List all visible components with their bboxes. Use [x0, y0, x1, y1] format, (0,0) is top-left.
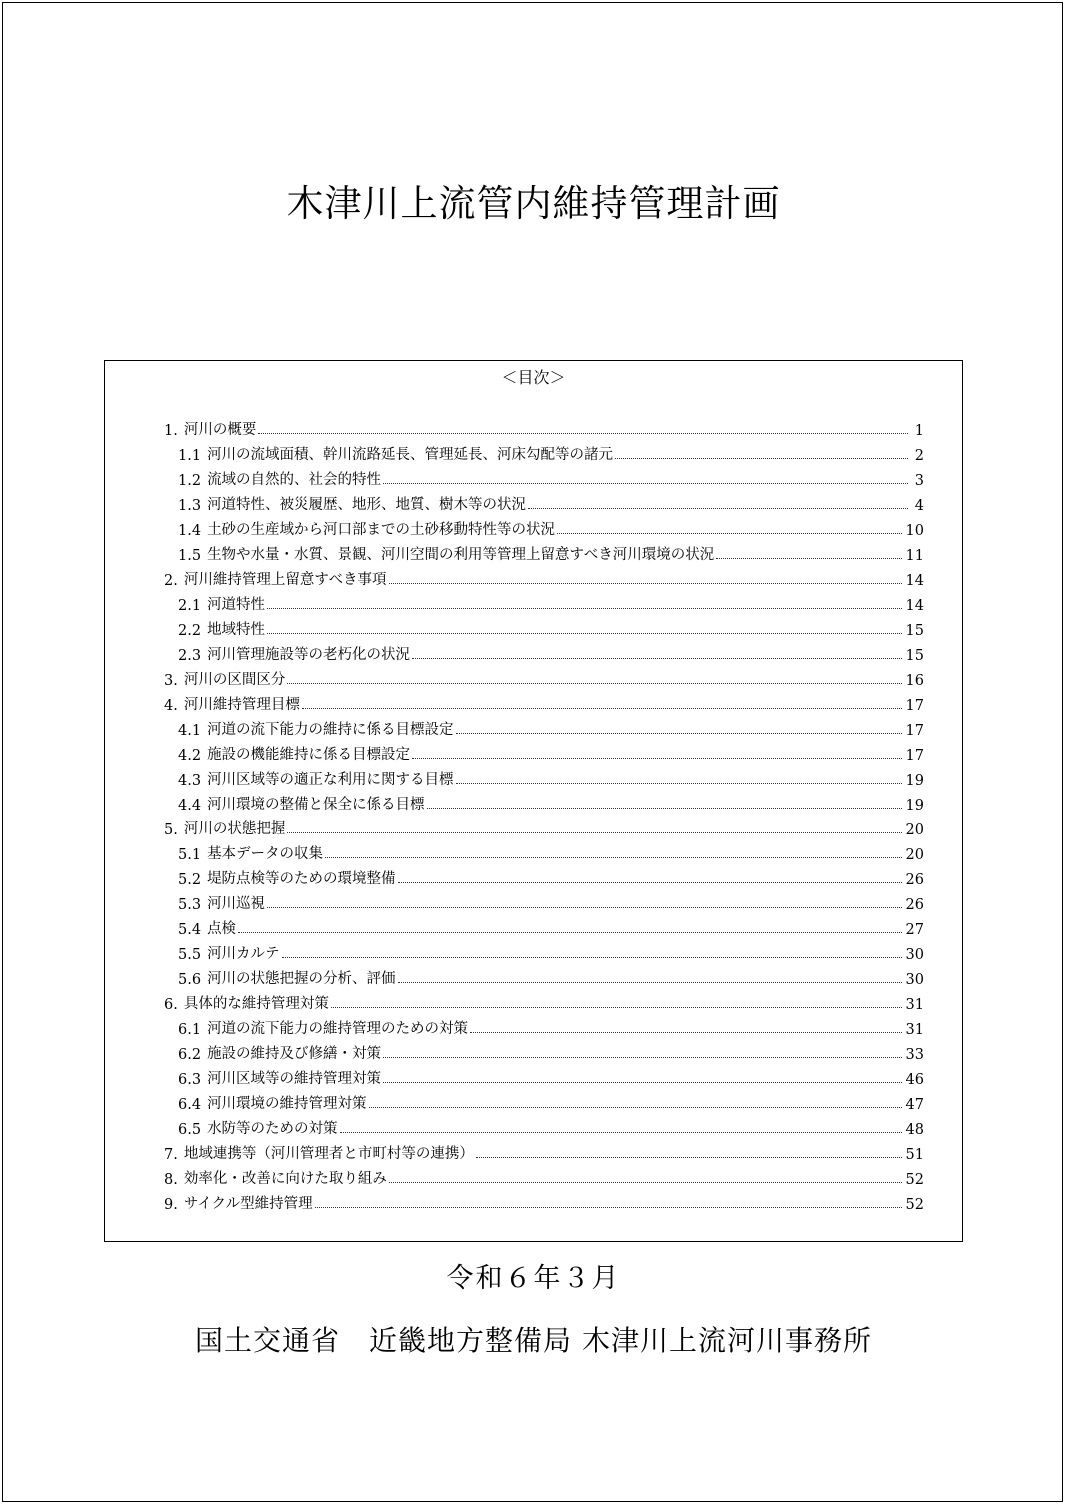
toc-entry-number: 1.5	[178, 547, 202, 564]
toc-entry-page: 1	[914, 422, 924, 439]
toc-entry-page: 30	[905, 947, 924, 964]
toc-entry-title: 河川の概要	[183, 421, 257, 438]
toc-entry-title: 河川の流域面積、幹川流路延長、管理延長、河床勾配等の諸元	[207, 446, 614, 463]
toc-entry-page: 4	[914, 497, 924, 514]
toc-entry-title: 効率化・改善に向けた取り組み	[183, 1171, 387, 1188]
toc-entry-number: 8.	[164, 1172, 178, 1189]
toc-entry-page: 19	[905, 772, 924, 789]
toc-entry[interactable]	[164, 963, 924, 988]
toc-entry-number: 6.5	[178, 1122, 202, 1139]
toc-entry[interactable]	[164, 414, 924, 439]
toc-leader-dots	[383, 1057, 901, 1058]
toc-entry-page: 52	[905, 1172, 924, 1189]
toc-leader-dots	[287, 832, 901, 833]
toc-entry[interactable]	[164, 464, 924, 489]
toc-entry-page: 11	[905, 547, 924, 564]
toc-entry[interactable]	[164, 789, 924, 814]
toc-leader-dots	[528, 508, 908, 509]
toc-entry[interactable]	[164, 739, 924, 764]
toc-entry-number: 2.1	[178, 597, 202, 614]
toc-entry-page: 17	[905, 697, 924, 714]
toc-entry[interactable]	[164, 1088, 924, 1113]
toc-leader-dots	[331, 1007, 902, 1008]
toc-entry-title: 具体的な維持管理対策	[183, 996, 329, 1013]
toc-leader-dots	[383, 483, 908, 484]
toc-leader-dots	[267, 608, 901, 609]
toc-entry-page: 31	[905, 997, 924, 1014]
toc-entry[interactable]	[164, 664, 924, 689]
toc-entry-page: 14	[905, 597, 924, 614]
toc-leader-dots	[258, 433, 908, 434]
toc-entry-page: 20	[905, 822, 924, 839]
toc-entry[interactable]	[164, 564, 924, 589]
toc-entry-title: 河川の状態把握	[183, 821, 286, 838]
toc-entry-page: 14	[905, 572, 924, 589]
toc-leader-dots	[716, 558, 901, 559]
toc-entry-page: 48	[905, 1122, 924, 1139]
toc-entry-number: 3.	[164, 672, 178, 689]
toc-entry-title: 河川カルテ	[207, 946, 280, 963]
toc-leader-dots	[340, 1132, 902, 1133]
toc-list	[164, 414, 924, 1213]
toc-entry-number: 4.2	[178, 747, 202, 764]
toc-entry-number: 5.	[164, 822, 178, 839]
toc-entry-title: 河川維持管理上留意すべき事項	[183, 571, 387, 588]
toc-entry-page: 26	[905, 897, 924, 914]
toc-entry-page: 30	[905, 972, 924, 989]
toc-entry[interactable]	[164, 1038, 924, 1063]
toc-entry-number: 2.3	[178, 647, 202, 664]
toc-entry[interactable]	[164, 1138, 924, 1163]
toc-entry-number: 6.1	[178, 1022, 202, 1039]
toc-entry-title: 河道の流下能力の維持管理のための対策	[207, 1021, 469, 1038]
toc-entry[interactable]	[164, 1188, 924, 1213]
toc-entry[interactable]	[164, 514, 924, 539]
toc-entry-number: 1.	[164, 422, 178, 439]
toc-leader-dots	[389, 583, 902, 584]
toc-entry-title: 河川区域等の維持管理対策	[207, 1071, 382, 1088]
toc-entry-title: 河道特性、被災履歴、地形、地質、樹木等の状況	[207, 496, 527, 513]
toc-entry[interactable]	[164, 614, 924, 639]
toc-entry-number: 1.2	[178, 472, 202, 489]
toc-leader-dots	[615, 458, 908, 459]
toc-entry-title: サイクル型維持管理	[183, 1196, 313, 1212]
toc-leader-dots	[369, 1107, 902, 1108]
toc-entry-page: 47	[905, 1097, 924, 1114]
toc-entry-number: 5.6	[178, 972, 202, 989]
toc-entry-title: 生物や水量・水質、景観、河川空間の利用等管理上留意すべき河川環境の状況	[207, 546, 715, 563]
toc-leader-dots	[427, 808, 902, 809]
toc-entry-page: 15	[905, 647, 924, 664]
toc-entry-title: 点検	[207, 921, 237, 938]
toc-entry-number: 5.2	[178, 872, 202, 889]
toc-entry-number: 4.1	[178, 722, 202, 739]
toc-entry-page: 27	[905, 922, 924, 939]
toc-entry-title: 河道の流下能力の維持に係る目標設定	[207, 721, 454, 738]
toc-entry-title: 施設の機能維持に係る目標設定	[207, 746, 411, 763]
toc-entry-title: 水防等のための対策	[207, 1121, 338, 1138]
toc-leader-dots	[267, 633, 901, 634]
toc-entry-title: 施設の維持及び修繕・対策	[207, 1046, 382, 1063]
toc-entry-page: 51	[905, 1147, 924, 1164]
toc-leader-dots	[470, 1032, 901, 1033]
toc-entry-page: 17	[905, 747, 924, 764]
toc-leader-dots	[282, 957, 902, 958]
toc-entry-title: 流域の自然的、社会的特性	[207, 471, 382, 488]
toc-entry-title: 河川区域等の適正な利用に関する目標	[207, 771, 454, 788]
toc-leader-dots	[412, 658, 901, 659]
toc-entry-title: 河道特性	[207, 596, 266, 613]
toc-entry-title: 河川の区間区分	[183, 671, 286, 688]
toc-entry-number: 4.	[164, 697, 178, 714]
toc-entry-number: 4.4	[178, 797, 202, 814]
toc-entry[interactable]	[164, 689, 924, 714]
toc-entry-page: 2	[914, 447, 924, 464]
toc-entry-number: 2.	[164, 572, 178, 589]
toc-heading: ＜目次＞	[501, 368, 566, 387]
toc-entry-title: 河川維持管理目標	[183, 696, 300, 713]
toc-entry-number: 1.1	[178, 447, 202, 464]
toc-entry-number: 2.2	[178, 622, 202, 639]
toc-entry[interactable]	[164, 639, 924, 664]
toc-leader-dots	[383, 1082, 901, 1083]
toc-entry-number: 6.3	[178, 1072, 202, 1089]
toc-entry-title: 土砂の生産域から河口部までの土砂移動特性等の状況	[207, 521, 556, 538]
toc-leader-dots	[315, 1207, 902, 1208]
toc-entry-number: 4.3	[178, 772, 202, 789]
toc-entry-page: 17	[905, 722, 924, 739]
toc-entry[interactable]	[164, 1063, 924, 1088]
toc-leader-dots	[456, 783, 902, 784]
toc-leader-dots	[238, 932, 901, 933]
toc-entry-page: 10	[905, 522, 924, 539]
toc-entry[interactable]	[164, 489, 924, 514]
toc-entry-title: 河川管理施設等の老朽化の状況	[207, 646, 411, 663]
toc-entry-page: 46	[905, 1072, 924, 1089]
toc-entry-number: 5.5	[178, 947, 202, 964]
toc-entry-title: 河川環境の整備と保全に係る目標	[207, 796, 425, 813]
toc-entry-page: 20	[905, 847, 924, 864]
toc-leader-dots	[412, 758, 901, 759]
toc-entry-number: 1.4	[178, 522, 202, 539]
toc-entry-page: 3	[914, 472, 924, 489]
toc-entry[interactable]	[164, 863, 924, 888]
toc-leader-dots	[287, 683, 901, 684]
toc-entry[interactable]	[164, 988, 924, 1013]
toc-entry-title: 地域特性	[207, 621, 266, 638]
document-organization: 国土交通省 近畿地方整備局 木津川上流河川事務所	[195, 1324, 872, 1357]
toc-leader-dots	[389, 1182, 902, 1183]
toc-leader-dots	[476, 1157, 902, 1158]
toc-entry-title: 堤防点検等のための環境整備	[207, 871, 396, 888]
toc-entry-number: 1.3	[178, 497, 202, 514]
toc-entry-number: 5.1	[178, 847, 202, 864]
toc-entry-title: 基本データの収集	[207, 846, 324, 863]
toc-entry-title: 河川環境の維持管理対策	[207, 1096, 367, 1113]
toc-entry[interactable]	[164, 838, 924, 863]
toc-leader-dots	[456, 733, 902, 734]
toc-entry-page: 19	[905, 797, 924, 814]
toc-entry-page: 52	[905, 1197, 924, 1213]
toc-entry-title: 地域連携等（河川管理者と市町村等の連携）	[183, 1146, 474, 1163]
table-of-contents	[104, 360, 963, 1242]
toc-entry-number: 6.2	[178, 1047, 202, 1064]
toc-leader-dots	[398, 982, 902, 983]
toc-entry-number: 9.	[164, 1197, 178, 1213]
toc-entry-number: 7.	[164, 1147, 178, 1164]
toc-entry-page: 16	[905, 672, 924, 689]
toc-entry[interactable]	[164, 1163, 924, 1188]
document-date: 令和６年３月	[446, 1263, 621, 1294]
toc-entry-number: 5.3	[178, 897, 202, 914]
toc-entry-title: 河川の状態把握の分析、評価	[207, 971, 396, 988]
document-title: 木津川上流管内維持管理計画	[286, 182, 781, 225]
toc-entry[interactable]	[164, 814, 924, 839]
toc-leader-dots	[325, 857, 901, 858]
toc-leader-dots	[302, 708, 902, 709]
toc-entry[interactable]	[164, 589, 924, 614]
toc-entry-number: 6.	[164, 997, 178, 1014]
toc-entry-page: 33	[905, 1047, 924, 1064]
toc-leader-dots	[557, 533, 901, 534]
toc-entry[interactable]	[164, 764, 924, 789]
toc-entry[interactable]	[164, 938, 924, 963]
toc-entry-number: 6.4	[178, 1097, 202, 1114]
toc-entry-page: 31	[905, 1022, 924, 1039]
toc-entry[interactable]	[164, 1113, 924, 1138]
toc-entry[interactable]	[164, 714, 924, 739]
toc-entry[interactable]	[164, 539, 924, 564]
toc-leader-dots	[267, 907, 901, 908]
toc-entry-title: 河川巡視	[207, 896, 266, 913]
toc-entry-page: 15	[905, 622, 924, 639]
toc-entry[interactable]	[164, 888, 924, 913]
toc-entry[interactable]	[164, 1013, 924, 1038]
toc-entry[interactable]	[164, 439, 924, 464]
toc-leader-dots	[398, 882, 902, 883]
toc-entry-number: 5.4	[178, 922, 202, 939]
toc-entry-page: 26	[905, 872, 924, 889]
toc-entry[interactable]	[164, 913, 924, 938]
